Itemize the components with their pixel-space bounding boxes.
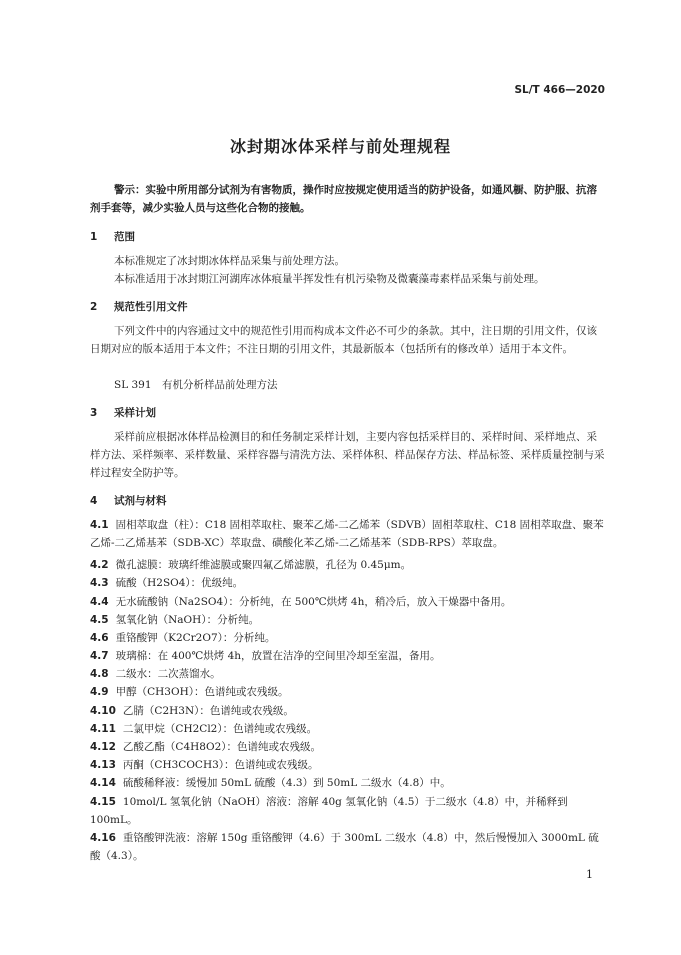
reference-item: SL 391 有机分析样品前处理方法 [114, 379, 278, 391]
page-number: 1 [586, 868, 593, 881]
list-item: 4.5 氢氧化钠（NaOH）：分析纯。 [90, 614, 260, 626]
paragraph: 采样前应根据冰体样品检测目的和任务制定采样计划，主要内容包括采样目的、采样时间、采样地点、采样方法、采样频率、采样数量、采样容器与清洗方法、采样体积、样品保存方法、样品标签、采样质量控制与采样过程安全防护等。 [90, 431, 605, 479]
list-item: 4.15 10mol/L 氢氧化钠（NaOH）溶液：溶解 40g 氢氧化钠（4.5）于二级水（4.8）中，并稀释到 100mL。 [90, 796, 568, 826]
list-item: 4.3 硫酸（H2SO4）：优级纯。 [90, 577, 244, 589]
list-item: 4.14 硫酸稀释液：缓慢加 50mL 硫酸（4.3）到 50mL 二级水（4.8）中。 [90, 777, 451, 789]
warning-notice: 警示：实验中所用部分试剂为有害物质，操作时应按规定使用适当的防护设备，如通风橱、防护服、抗溶剂手套等，减少实验人员与这些化合物的接触。 [90, 184, 597, 214]
list-item: 4.16 重铬酸钾洗液：溶解 150g 重铬酸钾（4.6）于 300mL 二级水（4.8）中，然后慢慢加入 3000mL 硫酸（4.3）。 [90, 832, 599, 862]
standard-number: SL/T 466—2020 [514, 84, 605, 96]
list-item: 4.12 乙酸乙酯（C4H8O2）：色谱纯或农残级。 [90, 741, 322, 753]
section-heading: 3 采样计划 [90, 407, 156, 419]
section-heading: 2 规范性引用文件 [90, 301, 188, 313]
list-item: 4.11 二氯甲烷（CH2Cl2）：色谱纯或农残级。 [90, 723, 318, 735]
paragraph: 本标准规定了冰封期冰体样品采集与前处理方法。 [114, 255, 345, 267]
list-item: 4.10 乙腈（C2H3N）：色谱纯或农残级。 [90, 705, 294, 717]
list-item: 4.2 微孔滤膜：玻璃纤维滤膜或聚四氟乙烯滤膜，孔径为 0.45μm。 [90, 559, 412, 571]
list-item: 4.7 玻璃棉：在 400℃烘烤 4h，放置在洁净的空间里冷却至室温，备用。 [90, 650, 441, 662]
list-item: 4.6 重铬酸钾（K2Cr2O7）：分析纯。 [90, 632, 276, 644]
list-item: 4.9 甲醇（CH3OH）：色谱纯或农残级。 [90, 686, 289, 698]
list-item: 4.8 二级水：二次蒸馏水。 [90, 668, 221, 680]
list-item: 4.1 固相萃取盘（柱）：C18 固相萃取柱、聚苯乙烯-二乙烯苯（SDVB）固相萃取柱、C18 固相萃取盘、聚苯乙烯-二乙烯基苯（SDB-XC）萃取盘、磺酸化苯乙烯-二乙烯基苯（SDB-RPS）萃取盘。 [90, 519, 604, 549]
section-heading: 1 范围 [90, 231, 135, 243]
document-title: 冰封期冰体采样与前处理规程 [229, 137, 451, 156]
paragraph: 本标准适用于冰封期江河湖库冰体痕量半挥发性有机污染物及微囊藻毒素样品采集与前处理。 [114, 273, 545, 285]
paragraph: 下列文件中的内容通过文中的规范性引用而构成本文件必不可少的条款。其中，注日期的引用文件，仅该日期对应的版本适用于本文件；不注日期的引用文件，其最新版本（包括所有的修改单）适用于本文件。 [90, 325, 597, 355]
list-item: 4.13 丙酮（CH3COCH3）：色谱纯或农残级。 [90, 759, 319, 771]
section-heading: 4 试剂与材料 [90, 495, 167, 507]
list-item: 4.4 无水硫酸钠（Na2SO4）：分析纯，在 500℃烘烤 4h，稍冷后，放入干燥器中备用。 [90, 596, 512, 608]
